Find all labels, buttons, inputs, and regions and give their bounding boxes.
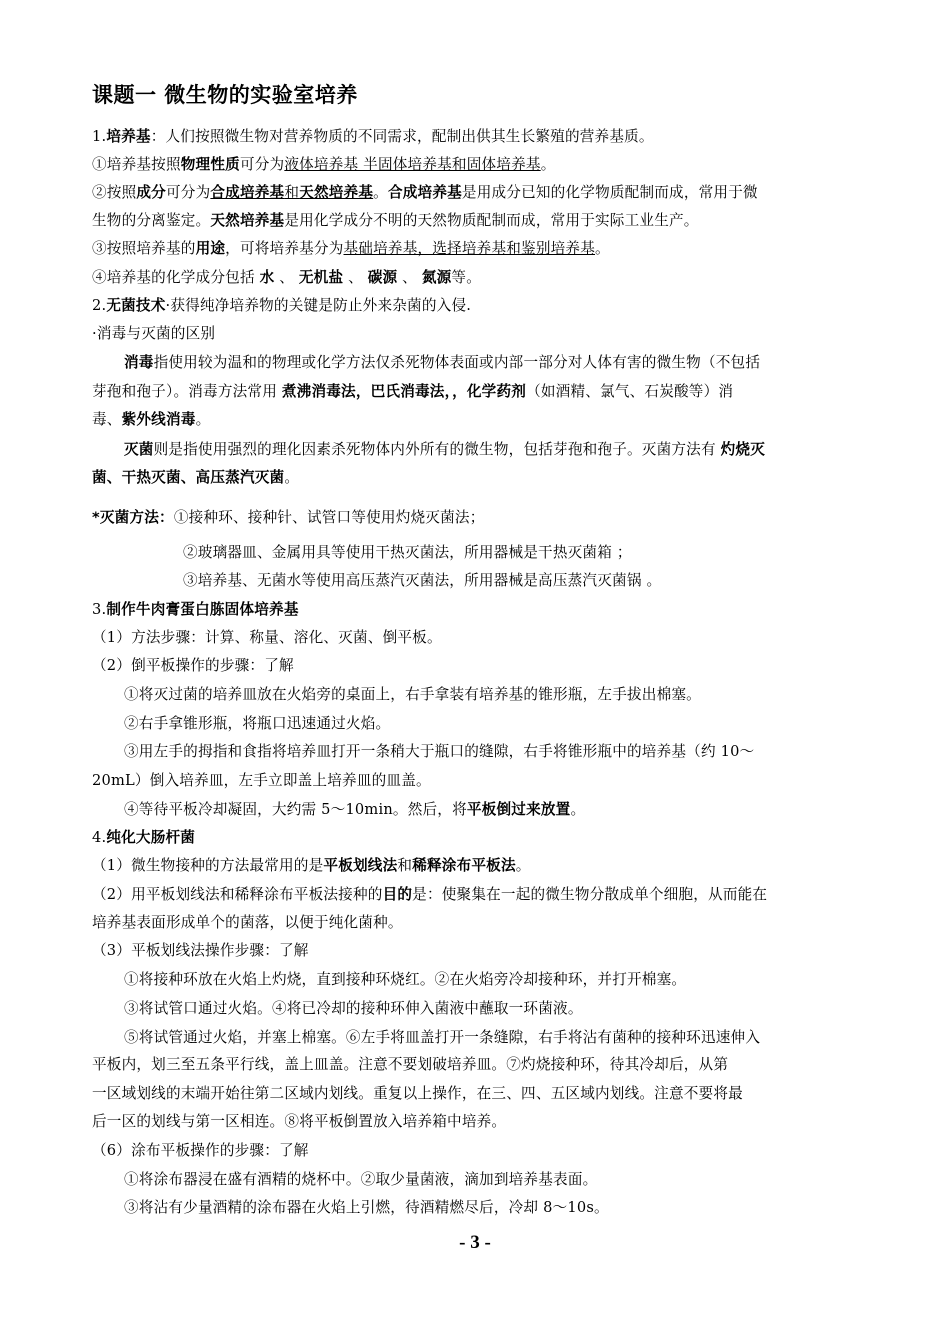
text-run: 等。 bbox=[451, 269, 481, 286]
text-line: ③将沾有少量酒精的涂布器在火焰上引燃，待酒精燃尽后，冷却 8～10s。 bbox=[124, 1199, 609, 1216]
text-run: ④培养基的化学成分包括 bbox=[92, 269, 260, 286]
bold-term: 灼烧灭 bbox=[720, 441, 765, 458]
bold-term: 物理性质 bbox=[180, 156, 240, 173]
text-line: 20mL）倒入培养皿，左手立即盖上培养皿的皿盖。 bbox=[92, 772, 431, 789]
text-line bbox=[92, 856, 531, 876]
bold-term: 天然培养基 bbox=[210, 212, 285, 229]
bold-term: 消毒 bbox=[124, 354, 154, 371]
bold-term: 灭菌 bbox=[124, 441, 154, 458]
text-run: （如酒精、氯气、石炭酸等）消 bbox=[526, 383, 734, 400]
bold-term: 平板划线法 bbox=[323, 857, 398, 874]
bold-term: 菌、干热灭菌、高压蒸汽灭菌 bbox=[92, 469, 285, 486]
text-run: 4. bbox=[92, 829, 107, 846]
text-run: 。 bbox=[373, 184, 388, 201]
bold-term: 碳源 bbox=[367, 269, 398, 286]
text-line: 一区域划线的末端开始往第二区域内划线。重复以上操作，在三、四、五区域内划线。注意不要将最 bbox=[92, 1085, 743, 1102]
bold-term: 用途 bbox=[195, 240, 226, 257]
text-line bbox=[124, 440, 765, 460]
bold-term: 培养基 bbox=[106, 128, 151, 145]
text-line: 平板内，划三至五条平行线，盖上皿盖。注意不要划破培养皿。⑦灼烧接种环，待其冷却后，从第 bbox=[92, 1056, 729, 1073]
text-run: ③按照培养基的 bbox=[92, 240, 196, 257]
text-line: （2）倒平板操作的步骤：了解 bbox=[92, 657, 294, 674]
text-line: ③用左手的拇指和食指将培养皿打开一条稍大于瓶口的缝隙，右手将锥形瓶中的培养基（约 10～ bbox=[124, 743, 755, 760]
text-line bbox=[92, 239, 610, 259]
text-line: 培养基表面形成单个的菌落，以便于纯化菌种。 bbox=[92, 914, 403, 931]
text-line: ②右手拿锥形瓶，将瓶口迅速通过火焰。 bbox=[124, 715, 391, 732]
bold-term: 平板倒过来放置 bbox=[466, 801, 571, 818]
text-line: ·消毒与灭菌的区别 bbox=[92, 325, 216, 342]
text-line bbox=[92, 127, 654, 147]
text-line bbox=[92, 828, 195, 848]
underlined-term: 合成培养基 bbox=[210, 184, 285, 201]
text-line bbox=[92, 268, 481, 288]
text-run: ，可将培养基分为 bbox=[225, 240, 344, 257]
text-run: 则是指使用强烈的理化因素杀死物体内外所有的微生物，包括芽孢和孢子。灭菌方法有 bbox=[153, 441, 721, 458]
text-run: ①接种环、接种针、试管口等使用灼烧灭菌法； bbox=[173, 509, 485, 526]
text-run: 指使用较为温和的物理或化学方法仅杀死物体表面或内部一部分对人体有害的微生物（不包括 bbox=[153, 354, 761, 371]
text-run: 1. bbox=[92, 128, 107, 145]
text-line: ①将涂布器浸在盛有酒精的烧杯中。②取少量菌液，滴加到培养基表面。 bbox=[124, 1171, 598, 1188]
text-line: （6）涂布平板操作的步骤：了解 bbox=[92, 1142, 309, 1159]
bold-term: 成分 bbox=[136, 184, 166, 201]
text-run: 和 bbox=[397, 857, 413, 874]
underlined-term: 天然培养基 bbox=[299, 184, 374, 201]
text-run: 。 bbox=[595, 240, 610, 257]
text-run: （1）微生物接种的方法最常用的是 bbox=[92, 857, 324, 874]
text-line bbox=[92, 508, 484, 528]
underlined-term: 液体培养基 半固体培养基和固体培养基 bbox=[284, 156, 541, 173]
text-line: （3）平板划线法操作步骤：了解 bbox=[92, 942, 309, 959]
bold-term: 煮沸消毒法，巴氏消毒法，，化学药剂 bbox=[281, 383, 527, 400]
text-run: ②按照 bbox=[92, 184, 137, 201]
text-line bbox=[92, 296, 471, 316]
text-line bbox=[124, 800, 585, 820]
text-run: 2. bbox=[92, 297, 107, 314]
text-run: 毒、 bbox=[92, 411, 122, 428]
text-line: ⑤将试管通过火焰，并塞上棉塞。⑥左手将皿盖打开一条缝隙，右手将沾有菌种的接种环迅速伸入 bbox=[124, 1029, 761, 1046]
text-line: ①将灭过菌的培养皿放在火焰旁的桌面上，右手拿装有培养基的锥形瓶，左手拔出棉塞。 bbox=[124, 686, 701, 703]
text-line: ①将接种环放在火焰上灼烧，直到接种环烧红。②在火焰旁冷却接种环，并打开棉塞。 bbox=[124, 971, 687, 988]
text-run: ·获得纯净培养物的关键是防止外来杂菌的入侵. bbox=[165, 297, 472, 314]
text-line bbox=[92, 468, 299, 488]
text-line bbox=[92, 155, 555, 175]
text-line bbox=[92, 885, 767, 905]
text-line: ③将试管口通过火焰。④将已冷却的接种环伸入菌液中蘸取一环菌液。 bbox=[124, 1000, 583, 1017]
text-run: 。 bbox=[284, 469, 300, 486]
bold-term: 合成培养基 bbox=[387, 184, 462, 201]
bold-term: 紫外线消毒 bbox=[121, 411, 196, 428]
text-line bbox=[92, 382, 733, 402]
text-run: 可分为 bbox=[165, 184, 211, 201]
text-run: ①培养基按照 bbox=[92, 156, 181, 173]
underlined-term: 基础培养基，选择培养基和鉴别培养基 bbox=[343, 240, 596, 257]
text-run: ：人们按照微生物对营养物质的不同需求，配制出供其生长繁殖的营养基质。 bbox=[150, 128, 654, 145]
text-run: （2）用平板划线法和稀释涂布平板法接种的 bbox=[92, 886, 383, 903]
text-run: 是用化学成分不明的天然物质配制而成，常用于实际工业生产。 bbox=[284, 212, 699, 229]
bold-term: 无菌技术 bbox=[106, 297, 166, 314]
text-run: 3. bbox=[92, 601, 107, 618]
text-run: 。 bbox=[195, 411, 211, 428]
bold-term: 氮源 bbox=[421, 269, 452, 286]
text-run: 、 bbox=[274, 269, 299, 286]
text-run: 可分为 bbox=[239, 156, 285, 173]
bold-term: 稀释涂布平板法 bbox=[412, 857, 516, 874]
text-line bbox=[124, 353, 760, 373]
text-run: 、 bbox=[397, 269, 422, 286]
text-run: 。 bbox=[515, 857, 531, 874]
text-run: 芽孢和孢子）。消毒方法常用 bbox=[92, 383, 282, 400]
text-run: 生物的分离鉴定。 bbox=[92, 212, 211, 229]
page-number: - 3 - bbox=[459, 1232, 491, 1253]
bold-term: 水 bbox=[259, 269, 275, 286]
text-line: （1）方法步骤：计算、称量、溶化、灭菌、倒平板。 bbox=[92, 629, 442, 646]
bold-term: 制作牛肉膏蛋白胨固体培养基 bbox=[106, 601, 299, 618]
bold-term: *灭菌方法： bbox=[92, 509, 174, 526]
bold-term: 无机盐 bbox=[298, 269, 344, 286]
text-run: 和 bbox=[284, 184, 300, 201]
text-line: ②玻璃器皿、金属用具等使用干热灭菌法，所用器械是干热灭菌箱 ； bbox=[183, 544, 632, 561]
text-run: 。 bbox=[570, 801, 586, 818]
bold-term: 目的 bbox=[382, 886, 413, 903]
text-line bbox=[92, 410, 210, 430]
text-run: 是：使聚集在一起的微生物分散成单个细胞，从而能在 bbox=[412, 886, 768, 903]
text-run: 、 bbox=[343, 269, 368, 286]
text-run: ④等待平板冷却凝固，大约需 5～10min。然后，将 bbox=[124, 801, 467, 818]
page-title: 课题一 微生物的实验室培养 bbox=[92, 83, 358, 107]
text-run: 。 bbox=[540, 156, 556, 173]
text-line: ③培养基、无菌水等使用高压蒸汽灭菌法，所用器械是高压蒸汽灭菌锅 。 bbox=[183, 572, 662, 589]
text-line: 后一区的划线与第一区相连。⑧将平板倒置放入培养箱中培养。 bbox=[92, 1113, 507, 1130]
bold-term: 纯化大肠杆菌 bbox=[106, 829, 196, 846]
text-run: 是用成分已知的化学物质配制而成，常用于微 bbox=[461, 184, 758, 201]
text-line bbox=[92, 183, 758, 203]
text-line bbox=[92, 211, 699, 231]
text-line bbox=[92, 600, 299, 620]
